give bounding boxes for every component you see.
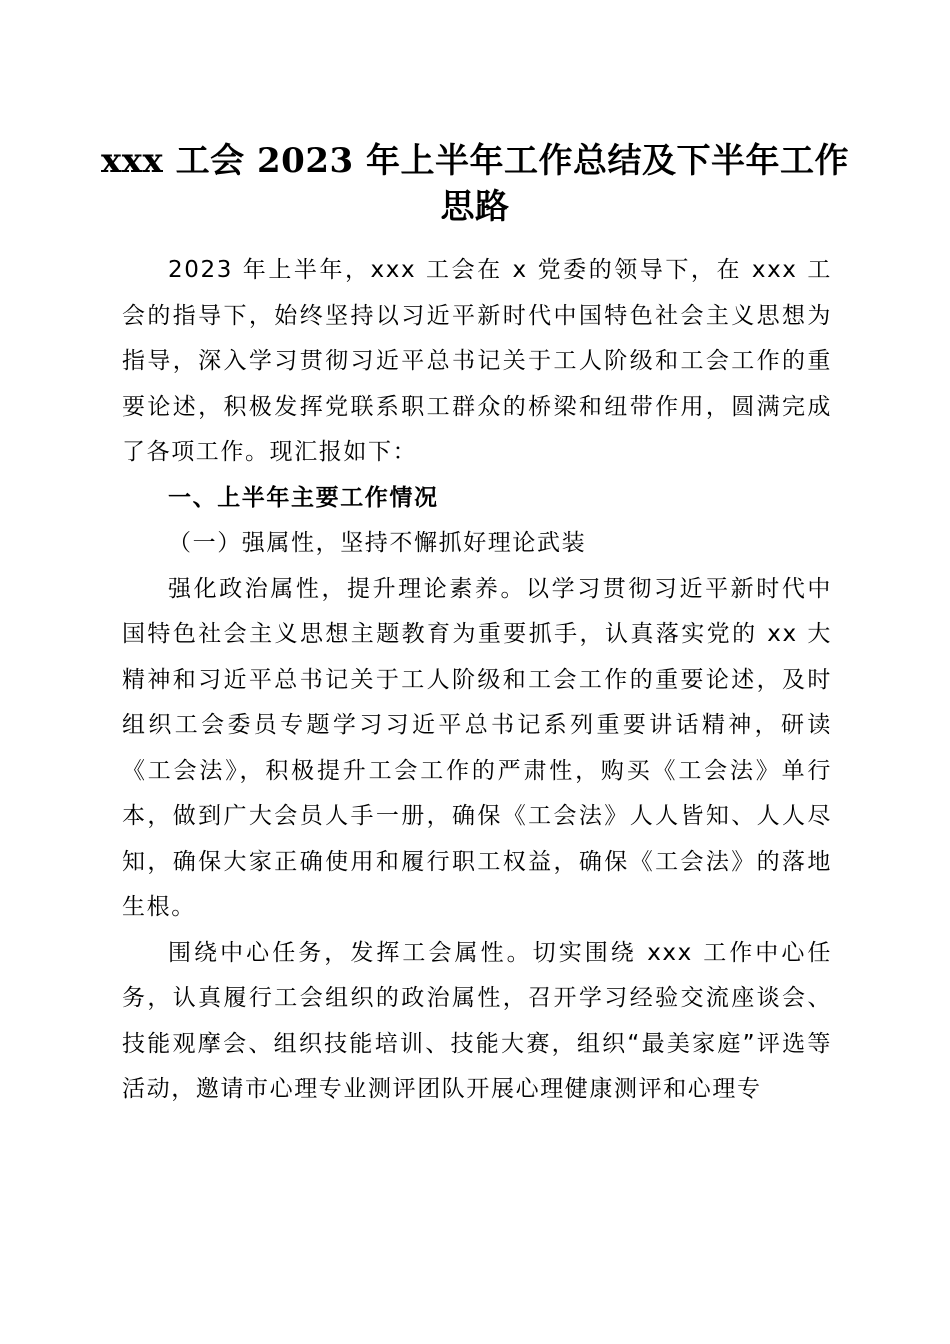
subsection-heading-1: （一）强属性，坚持不懈抓好理论武装 [168,530,587,556]
body-paragraph-2: 围绕中心任务，发挥工会属性。切实围绕 xxx 工作中心任务，认真履行工会组织的政治属性，召开学习经验交流座谈会、技能观摩会、组织技能培训、技能大赛，组织“最美家庭”评选等活动，邀请市心理专业测评团队开展心理健康测评和心理专 [122,939,832,1102]
document-title [100,138,850,230]
document-body [122,248,832,1113]
intro-paragraph: 2023 年上半年，xxx 工会在 x 党委的领导下，在 xxx 工会的指导下，始终坚持以习近平新时代中国特色社会主义思想为指导，深入学习贯彻习近平总书记关于工人阶级和工会工作的重要论述，积极发挥党联系职工群众的桥梁和纽带作用，圆满完成了各项工作。现汇报如下： [122,257,832,465]
body-paragraph-1: 强化政治属性，提升理论素养。以学习贯彻习近平新时代中国特色社会主义思想主题教育为重要抓手，认真落实党的 xx 大精神和习近平总书记关于工人阶级和工会工作的重要论述，及时组织工会委员专题学习习近平总书记系列重要讲话精神，研读《工会法》，积极提升工会工作的严肃性，购买《工会法》单行本，做到广大会员人手一册，确保《工会法》人人皆知、人人尽知，确保大家正确使用和履行职工权益，确保《工会法》的落地生根。 [122,575,832,920]
title-line-1: xxx 工会 2023 年上半年工作总结及下半年工作 [101,141,849,181]
title-line-2: 思路 [440,187,510,227]
section-heading-1: 一、上半年主要工作情况 [168,484,439,511]
